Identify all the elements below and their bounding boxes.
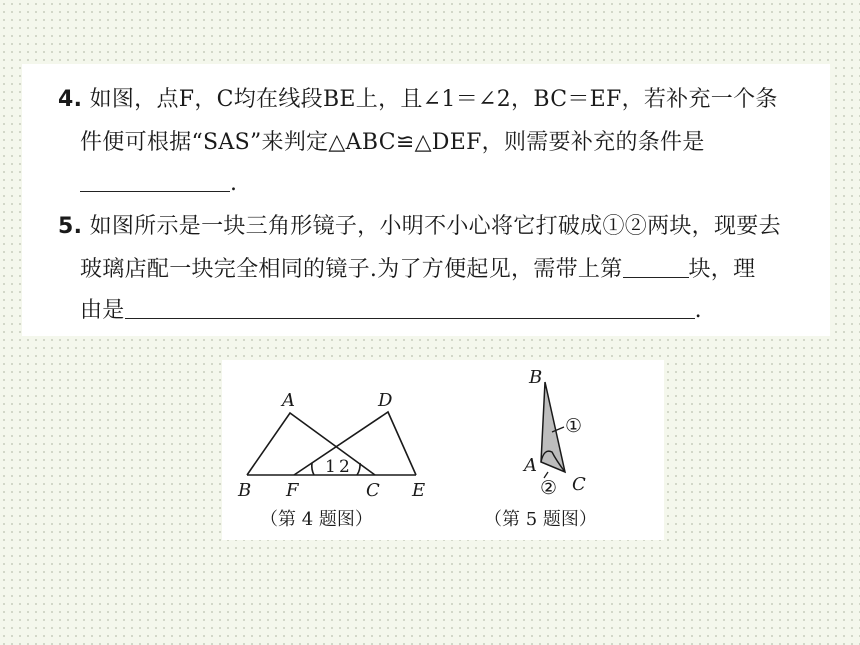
q4-number: 4.	[58, 87, 83, 112]
q5-text-2b: 块，理	[688, 257, 756, 282]
fig4-angle-1-arc	[312, 463, 314, 475]
fig4-angle-2-label: 2	[339, 457, 350, 477]
fig5-label-a: A	[524, 455, 537, 476]
q5-line-2	[58, 255, 755, 285]
fig4-angle-2-arc	[357, 463, 360, 475]
fig5-mirror	[541, 382, 565, 472]
q4-end: .	[230, 171, 238, 196]
figure-5	[541, 382, 565, 478]
fig4-label-e: E	[412, 480, 426, 501]
fig4-label-b: B	[238, 480, 252, 501]
fig4-label-c: C	[366, 480, 380, 501]
q5-number: 5.	[58, 214, 83, 239]
question-panel	[22, 64, 830, 336]
fig4-angle-1-label: 1	[325, 457, 336, 477]
q5-line-3	[58, 296, 702, 326]
q4-answer-blank[interactable]	[80, 169, 230, 192]
q5-text-2a: 玻璃店配一块完全相同的镜子.为了方便起见，需带上第	[80, 257, 623, 282]
fig5-label-b: B	[529, 367, 543, 388]
q5-blank-piece[interactable]	[623, 255, 689, 278]
fig5-label-c: C	[572, 474, 586, 495]
q4-text-2: 件便可根据“SAS”来判定△ABC≌△DEF，则需要补充的条件是	[80, 130, 705, 155]
q5-blank-reason[interactable]	[125, 296, 695, 319]
fig5-piece1-label: ①	[565, 415, 583, 437]
figures-svg	[222, 360, 664, 540]
q4-line-2	[58, 128, 705, 158]
fig5-piece2-label: ②	[540, 477, 558, 499]
fig4-caption: （第 4 题图）	[260, 509, 373, 530]
q5-end: .	[694, 298, 702, 323]
q5-line-1	[58, 212, 781, 242]
figures-panel	[222, 360, 664, 540]
q4-line-1	[58, 85, 778, 115]
q5-text-1: 如图所示是一块三角形镜子，小明不小心将它打破成①②两块，现要去	[89, 214, 781, 239]
q5-text-3a: 由是	[80, 298, 125, 323]
fig4-label-f: F	[286, 480, 299, 501]
fig4-label-d: D	[378, 390, 393, 411]
q4-text-1: 如图，点F，C均在线段BE上，且∠1＝∠2，BC＝EF，若补充一个条	[89, 87, 778, 112]
fig4-label-a: A	[282, 390, 295, 411]
q4-line-3	[58, 169, 237, 199]
fig5-caption: （第 5 题图）	[484, 509, 597, 530]
